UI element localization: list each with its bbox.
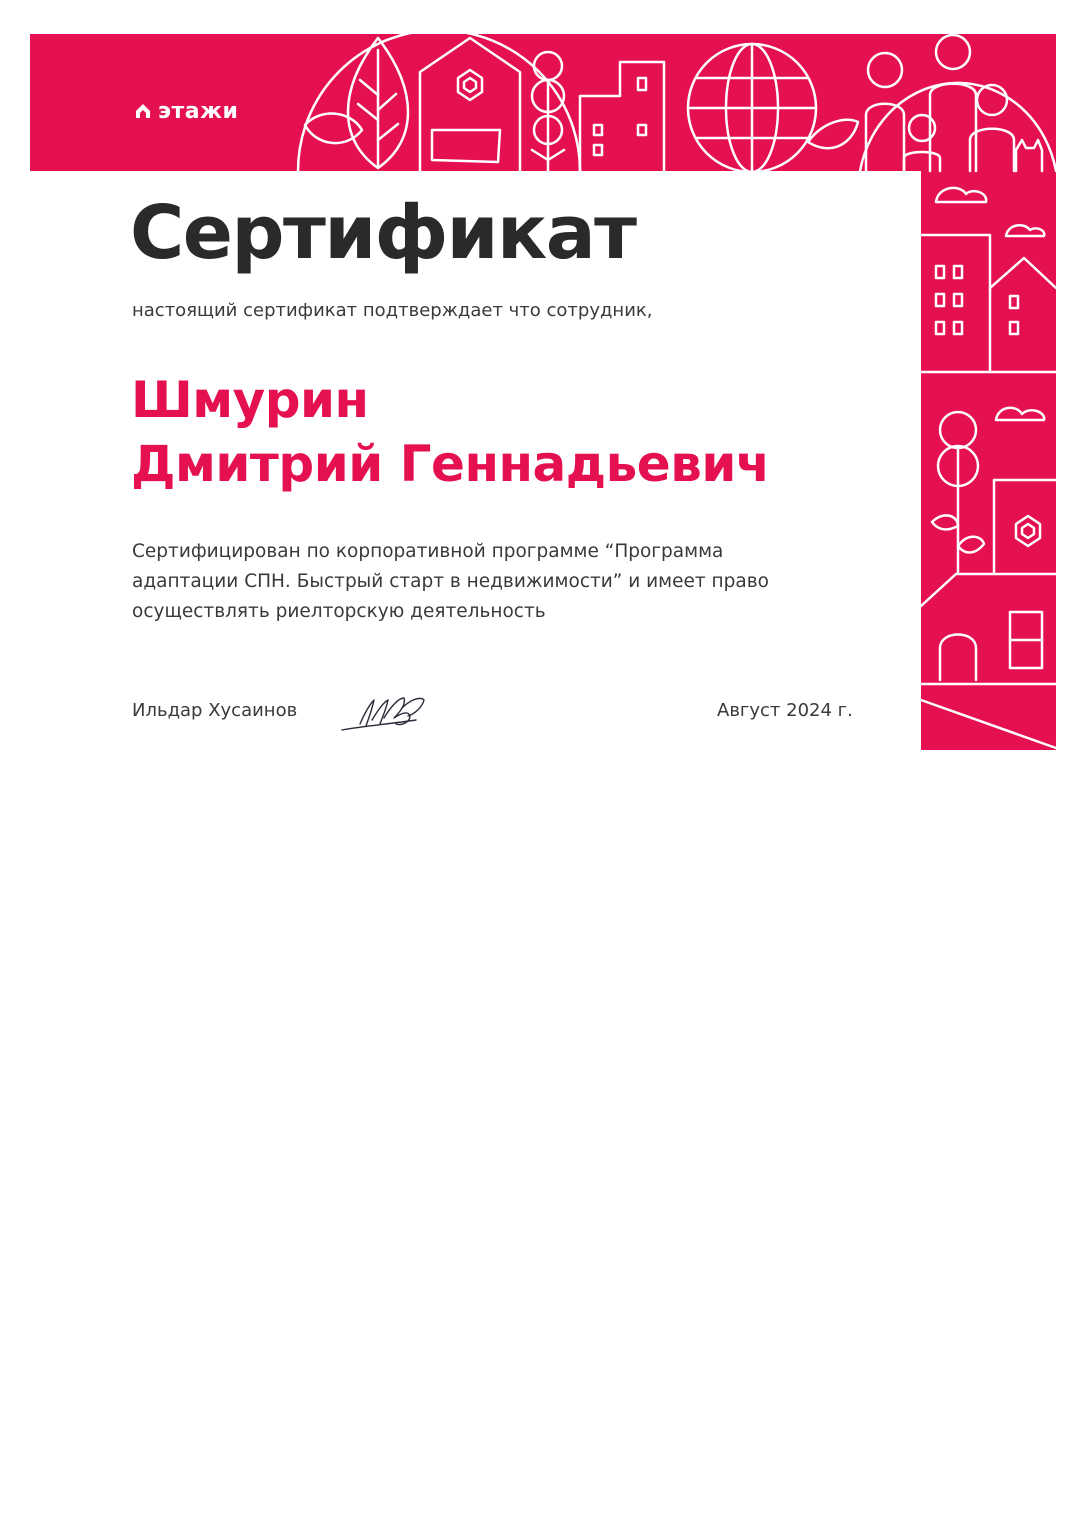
description-line: осуществлять риелторскую деятельность bbox=[132, 601, 546, 622]
recipient-last-name: Шмурин bbox=[131, 371, 369, 429]
signature-image bbox=[338, 690, 433, 738]
signer-name: Ильдар Хусаинов bbox=[132, 700, 298, 721]
description-line: адаптации СПН. Быстрый старт в недвижимости” и имеет право bbox=[132, 571, 769, 592]
side-buildings bbox=[921, 188, 1056, 748]
brand-logo bbox=[135, 96, 238, 126]
cloud-icon bbox=[1006, 225, 1044, 236]
certificate-date: Август 2024 г. bbox=[717, 700, 853, 721]
certificate-description bbox=[132, 537, 822, 627]
house-icon bbox=[420, 38, 520, 171]
logo-icon bbox=[135, 103, 151, 119]
brand-name: этажи bbox=[158, 98, 239, 124]
globe-icon bbox=[688, 44, 816, 172]
description-line: Сертифицирован по корпоративной программе “Программа bbox=[132, 541, 724, 562]
leaf-icon bbox=[305, 38, 858, 168]
recipient-name bbox=[131, 368, 770, 496]
certificate-title: Сертификат bbox=[130, 190, 636, 276]
recipient-first-middle-name: Дмитрий Геннадьевич bbox=[131, 435, 770, 493]
building-icon bbox=[580, 62, 664, 171]
certificate-subtitle: настоящий сертификат подтверждает что сотрудник, bbox=[132, 300, 653, 321]
